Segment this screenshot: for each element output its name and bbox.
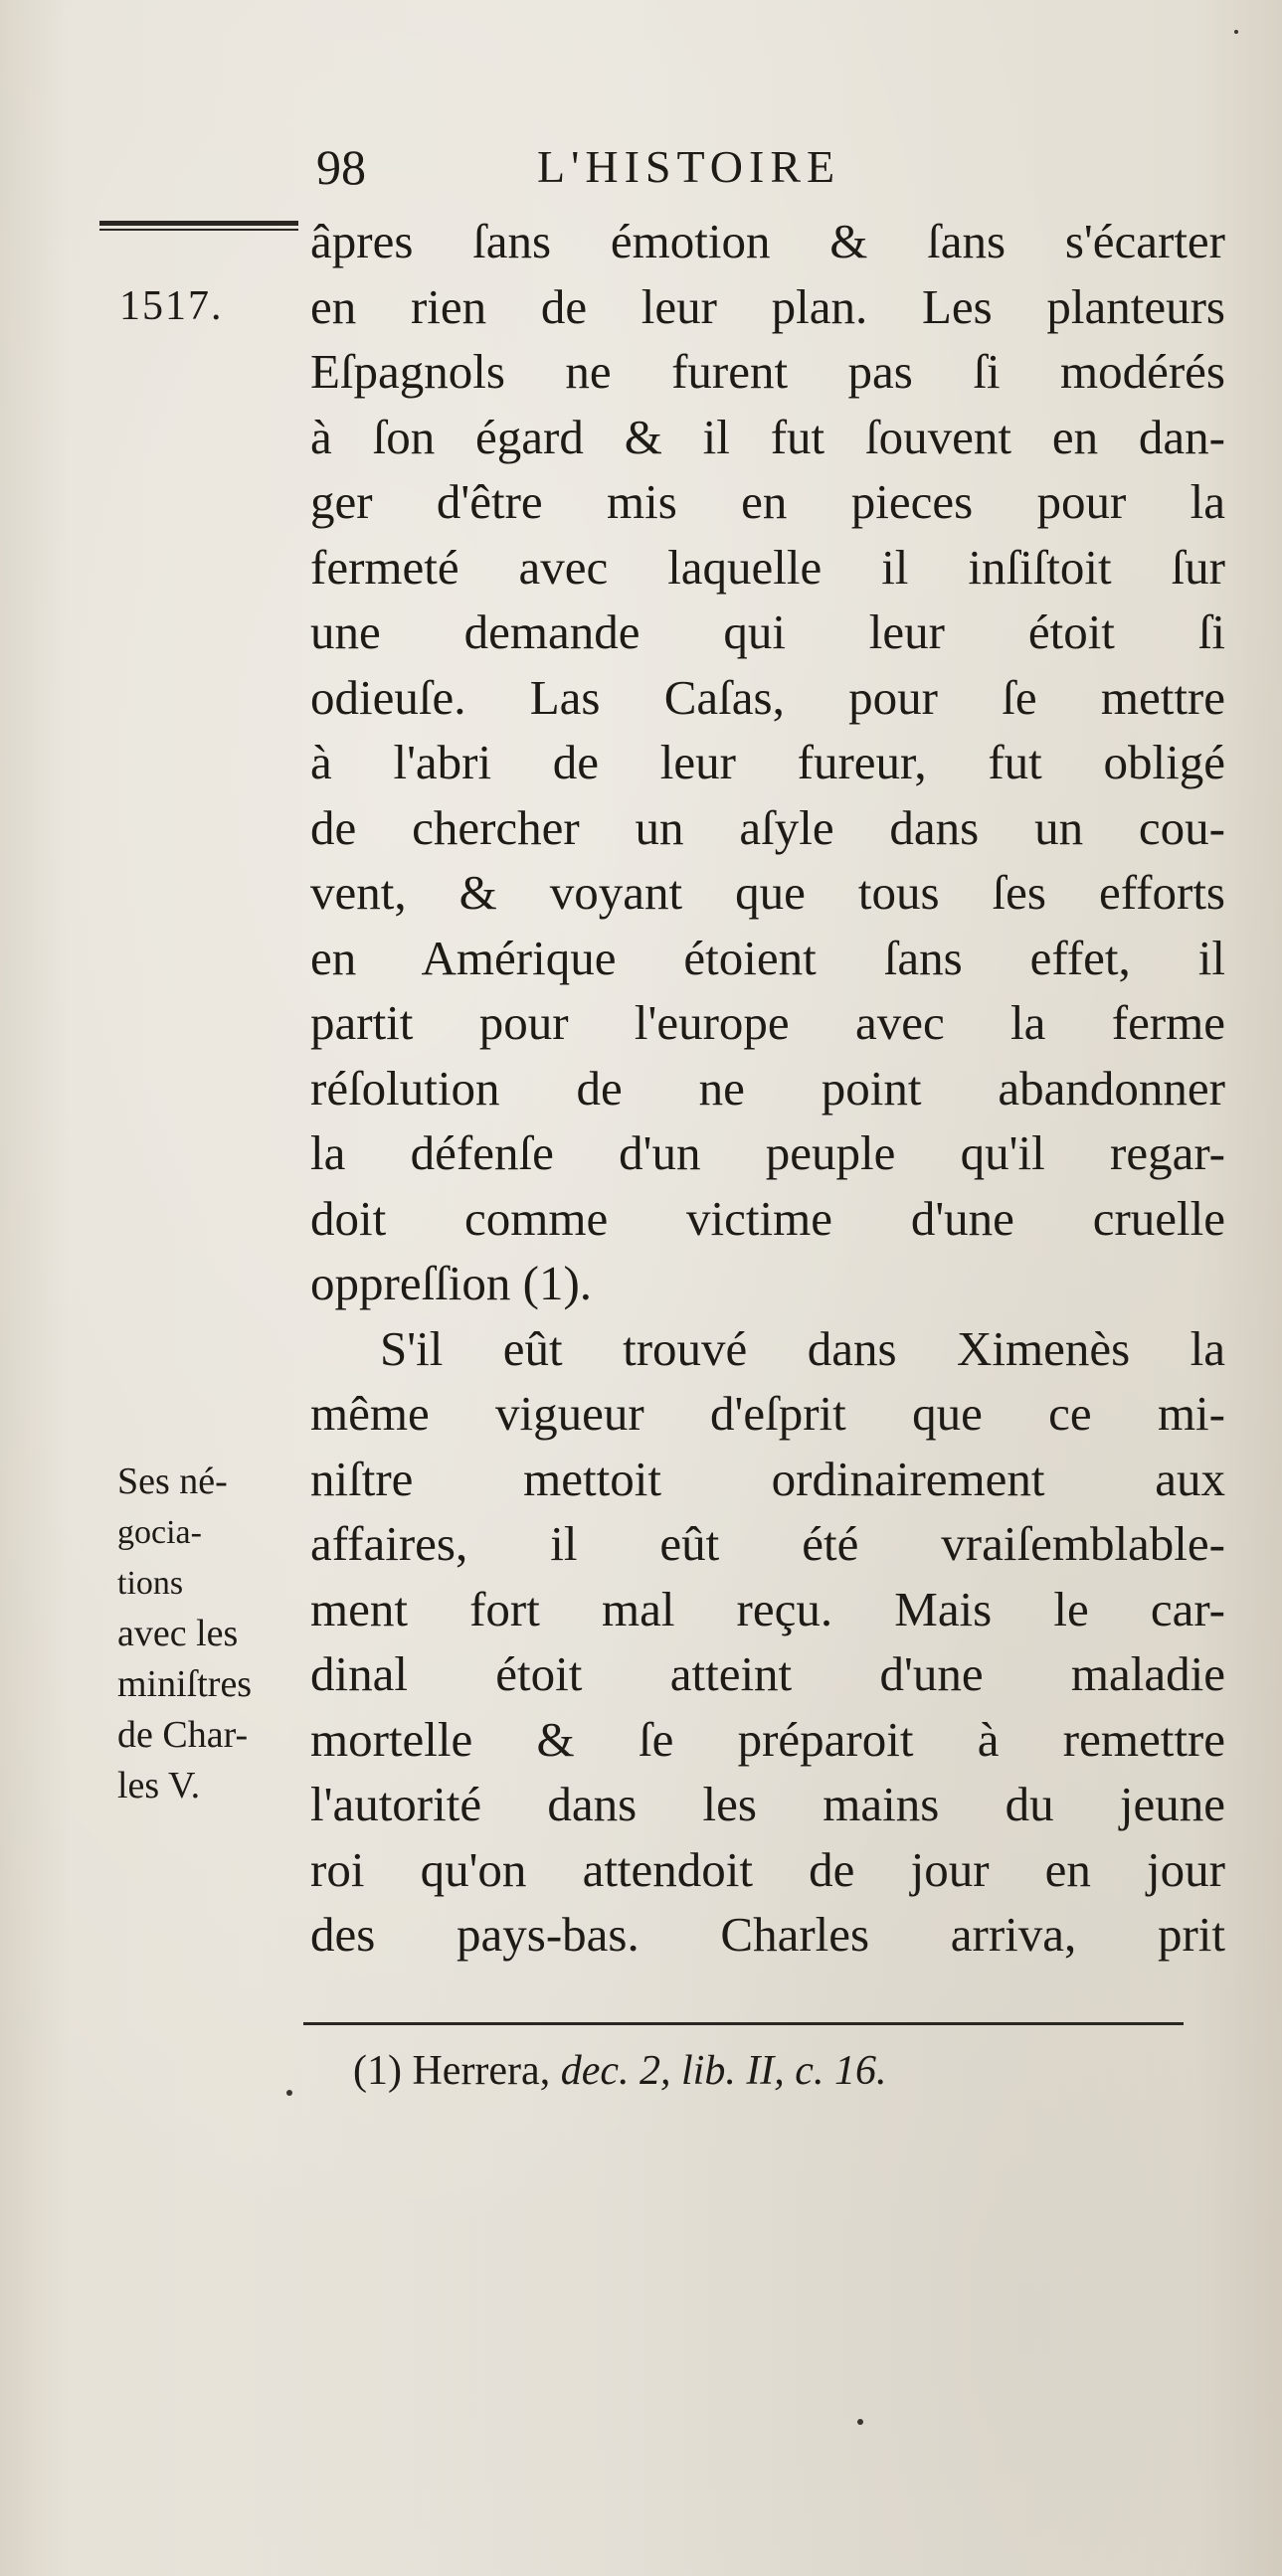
text-line: affaires, il eût été vraiſemblable-	[310, 1516, 1225, 1571]
margin-note-line: avec les	[117, 1613, 239, 1654]
text-line: l'autorité dans les mains du jeune	[310, 1777, 1225, 1831]
footnote-book: lib. II,	[680, 2048, 785, 2094]
margin-note	[117, 1457, 306, 1811]
margin-note-line: tions	[117, 1565, 184, 1602]
ink-speck	[857, 2419, 863, 2425]
text-line: des pays-bas. Charles arriva, prit	[310, 1907, 1225, 1962]
text-line: ger d'être mis en pieces pour la	[310, 474, 1225, 529]
text-line: niſtre mettoit ordinairement aux	[310, 1451, 1225, 1506]
footnote-chapter: c. 16.	[795, 2048, 887, 2094]
text-line: âpres ſans émotion & ſans s'écarter	[310, 214, 1225, 268]
text-line: roi qu'on attendoit de jour en jour	[310, 1841, 1225, 1897]
footnote-rule	[303, 2022, 1184, 2025]
ink-speck	[286, 2090, 292, 2096]
text-line: réſolution de ne point abandonner	[310, 1060, 1225, 1116]
text-line: odieuſe. Las Caſas, pour ſe mettre	[310, 669, 1225, 725]
footnote-decade: dec. 2,	[560, 2048, 671, 2094]
running-title: L'HISTOIRE	[537, 141, 841, 192]
text-line: vent, & voyant que tous ſes efforts	[310, 865, 1225, 920]
text-line: de chercher un aſyle dans un cou-	[310, 799, 1225, 855]
text-line: Eſpagnols ne furent pas ſi modérés	[310, 344, 1225, 399]
margin-note-line: de Char-	[117, 1714, 249, 1756]
margin-note-line: les V.	[117, 1765, 201, 1806]
text-line: fermeté avec laquelle il inſiſtoit ſur	[310, 539, 1225, 595]
margin-note-line: miniſtres	[117, 1663, 253, 1705]
text-line: dinal étoit atteint d'une maladie	[310, 1646, 1225, 1701]
text-line: en Amérique étoient ſans effet, il	[310, 930, 1225, 985]
text-line: à l'abri de leur fureur, fut obligé	[310, 735, 1225, 789]
text-line: à ſon égard & il fut ſouvent en dan-	[310, 409, 1225, 464]
text-line: oppreſſion (1).	[310, 1256, 593, 1310]
page-header	[316, 137, 1211, 197]
ink-speck	[1234, 30, 1238, 34]
footnote	[353, 2043, 886, 2099]
text-line: partit pour l'europe avec la ferme	[310, 995, 1225, 1050]
text-line: la défenſe d'un peuple qu'il regar-	[310, 1125, 1225, 1180]
text-line: mortelle & ſe préparoit à remettre	[310, 1711, 1225, 1767]
text-line: S'il eût trouvé dans Ximenès la	[380, 1320, 1225, 1376]
margin-note-line: Ses né-	[117, 1460, 228, 1502]
margin-year: 1517.	[119, 283, 224, 329]
margin-rule	[99, 221, 298, 231]
footnote-reference: (1) Herrera,	[353, 2048, 551, 2094]
page-number: 98	[316, 139, 366, 195]
text-line: ment fort mal reçu. Mais le car-	[310, 1581, 1225, 1636]
text-line: doit comme victime d'une cruelle	[310, 1190, 1225, 1246]
text-line: même vigueur d'eſprit que ce mi-	[310, 1386, 1225, 1441]
margin-note-line: gocia-	[117, 1514, 202, 1551]
text-line: une demande qui leur étoit ſi	[310, 604, 1225, 659]
text-line: en rien de leur plan. Les planteurs	[310, 278, 1225, 334]
body-text	[310, 209, 1225, 1968]
